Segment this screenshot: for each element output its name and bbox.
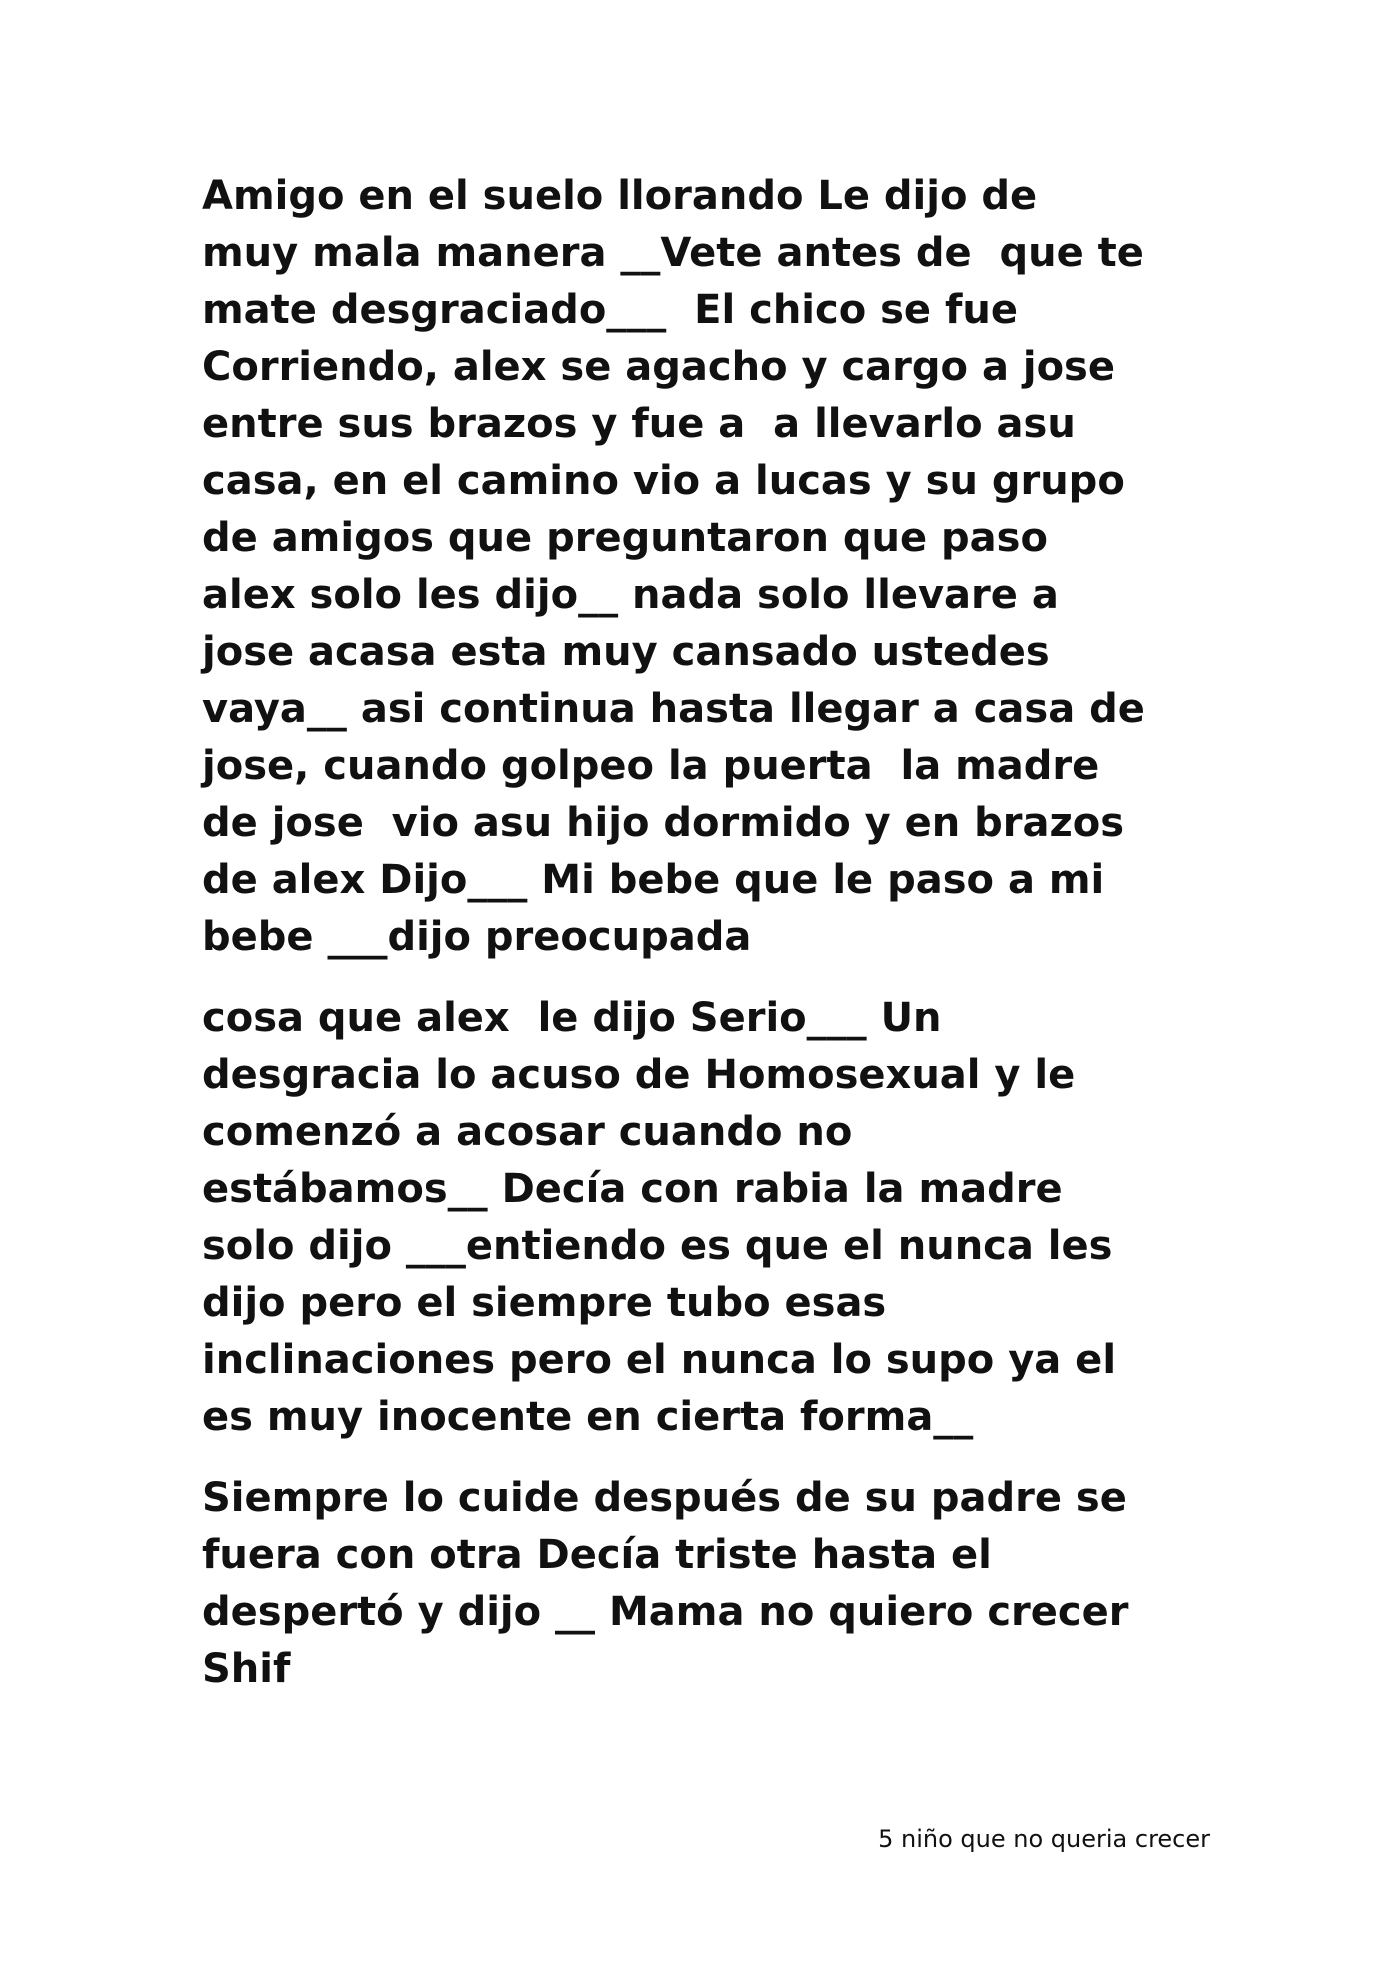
text-line: de alex Dijo___ Mi bebe que le paso a mi (202, 857, 1105, 903)
text-line: Siempre lo cuide después de su padre se (202, 1475, 1127, 1521)
text-line: Corriendo, alex se agacho y cargo a jose (202, 344, 1115, 390)
paragraph-3 (202, 1470, 1212, 1698)
text-line: entre sus brazos y fue a a llevarlo asu (202, 401, 1076, 447)
text-line: estábamos__ Decía con rabia la madre (202, 1166, 1063, 1212)
text-line: fuera con otra Decía triste hasta el (202, 1532, 992, 1578)
text-line: vaya__ asi continua hasta llegar a casa de (202, 686, 1145, 732)
text-line: bebe ___dijo preocupada (202, 914, 752, 960)
paragraph-1 (202, 168, 1212, 966)
story-text (202, 168, 1212, 1698)
text-line: despertó y dijo __ Mama no quiero crecer (202, 1589, 1129, 1635)
text-line: cosa que alex le dijo Serio___ Un (202, 995, 942, 1041)
text-line: desgracia lo acuso de Homosexual y le (202, 1052, 1076, 1098)
text-line: solo dijo ___entiendo es que el nunca les (202, 1223, 1113, 1269)
text-line: Amigo en el suelo llorando Le dijo de (202, 173, 1038, 219)
paragraph-2 (202, 990, 1212, 1446)
text-line: jose, cuando golpeo la puerta la madre (202, 743, 1100, 789)
text-line: mate desgraciado___ El chico se fue (202, 287, 1018, 333)
text-line: es muy inocente en cierta forma__ (202, 1394, 974, 1440)
text-line: Shif (202, 1646, 291, 1692)
text-line: jose acasa esta muy cansado ustedes (202, 629, 1050, 675)
text-line: casa, en el camino vio a lucas y su grupo (202, 458, 1125, 504)
text-line: muy mala manera __Vete antes de que te (202, 230, 1144, 276)
text-line: comenzó a acosar cuando no (202, 1109, 853, 1155)
page-footer: 5 niño que no queria crecer (878, 1825, 1210, 1853)
text-line: dijo pero el siempre tubo esas (202, 1280, 887, 1326)
text-line: inclinaciones pero el nunca lo supo ya el (202, 1337, 1117, 1383)
text-line: de jose vio asu hijo dormido y en brazos (202, 800, 1125, 846)
text-line: alex solo les dijo__ nada solo llevare a (202, 572, 1059, 618)
text-line: de amigos que preguntaron que paso (202, 515, 1048, 561)
